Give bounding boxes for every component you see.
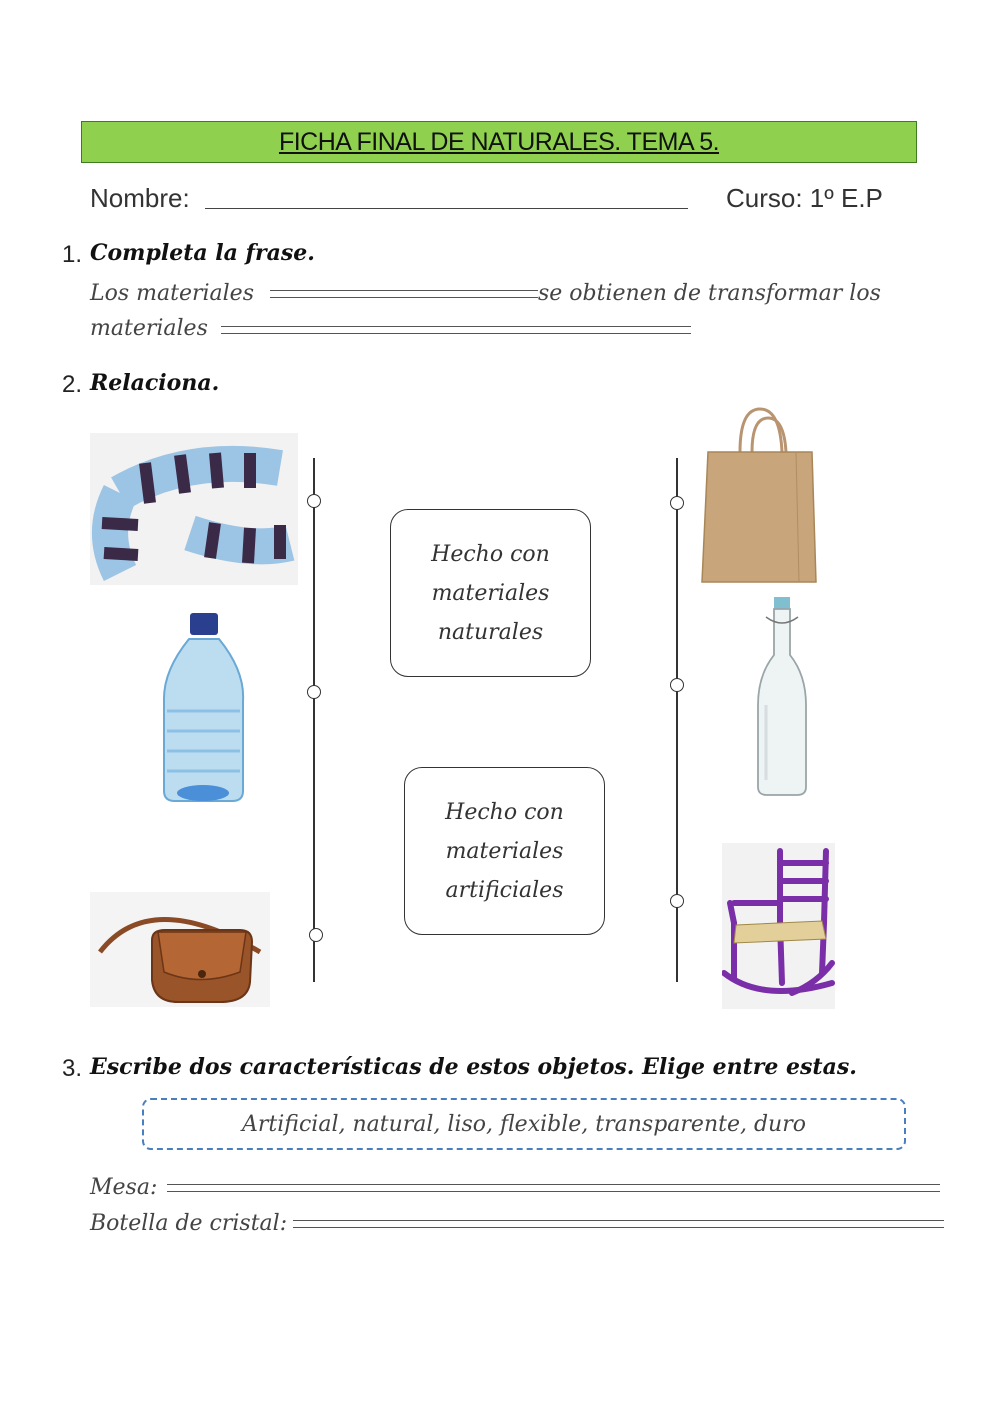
q1-blank-2[interactable] xyxy=(221,326,691,334)
right-dot-glass-bottle[interactable] xyxy=(670,678,684,692)
botella-label: Botella de cristal: xyxy=(90,1211,288,1236)
card-natural-line-3: naturales xyxy=(437,619,544,645)
right-dot-paper-bag[interactable] xyxy=(670,496,684,510)
paper-bag-image xyxy=(700,404,820,586)
q1-line1-end: se obtienen de transformar los xyxy=(538,281,881,306)
q3-prompt: Escribe dos características de estos objetos. Elige entre estas. xyxy=(90,1054,857,1080)
left-dot-plastic-bottle[interactable] xyxy=(307,685,321,699)
q1-number: 1. xyxy=(62,241,83,268)
card-artificial-line-2: materiales xyxy=(445,838,564,864)
q1-blank-1[interactable] xyxy=(270,290,538,298)
nombre-answer-line[interactable] xyxy=(205,208,688,209)
card-artificial-line-1: Hecho con xyxy=(445,799,564,825)
rocking-chair-image xyxy=(722,843,835,1009)
q1-prompt: Completa la frase. xyxy=(90,240,315,266)
card-natural-materials[interactable] xyxy=(390,509,591,677)
worksheet-title: FICHA FINAL DE NATURALES. TEMA 5. xyxy=(278,127,720,156)
nombre-label: Nombre: xyxy=(90,183,190,213)
leather-bag-image xyxy=(90,892,270,1007)
q3-number: 3. xyxy=(62,1055,83,1082)
worksheet-title-bar xyxy=(81,121,917,163)
word-bank-box xyxy=(142,1098,906,1150)
scarf-image xyxy=(90,433,298,585)
right-dot-rocking-chair[interactable] xyxy=(670,894,684,908)
word-bank-text: Artificial, natural, liso, flexible, transparente, duro xyxy=(242,1111,806,1137)
card-artificial-materials[interactable] xyxy=(404,767,605,935)
card-natural-line-2: materiales xyxy=(431,580,550,606)
q1-line2-start: materiales xyxy=(90,316,208,341)
card-artificial-line-3: artificiales xyxy=(445,877,564,903)
plastic-bottle-image xyxy=(157,611,250,806)
left-connector-line xyxy=(313,458,315,982)
glass-bottle-image xyxy=(752,595,812,800)
q2-prompt: Relaciona. xyxy=(90,370,220,396)
left-dot-leather-bag[interactable] xyxy=(309,928,323,942)
botella-answer-line[interactable] xyxy=(293,1220,944,1228)
q2-number: 2. xyxy=(62,371,83,398)
mesa-label: Mesa: xyxy=(90,1175,158,1200)
curso-label: Curso: 1º E.P xyxy=(726,183,883,213)
mesa-answer-line[interactable] xyxy=(167,1184,940,1192)
q1-line1-start: Los materiales xyxy=(90,281,254,306)
card-natural-line-1: Hecho con xyxy=(431,541,550,567)
left-dot-scarf[interactable] xyxy=(307,494,321,508)
